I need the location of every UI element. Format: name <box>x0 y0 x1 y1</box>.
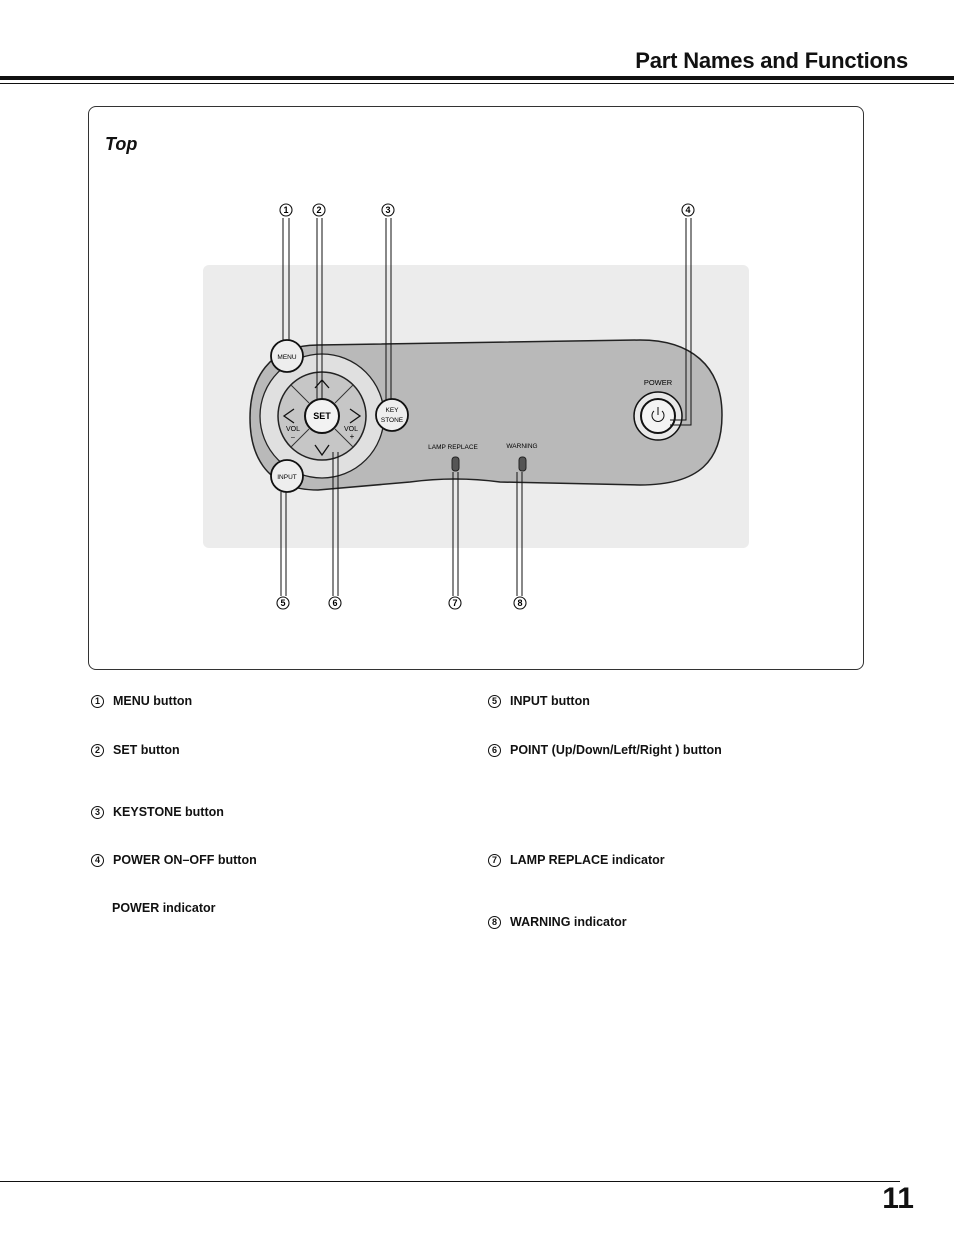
footer-rule <box>0 1181 900 1182</box>
vol-plus-label: + <box>349 432 355 441</box>
power-button <box>641 399 675 433</box>
legend-number: 4 <box>91 854 104 867</box>
keystone-label-line1: KEY <box>385 407 399 414</box>
legend-number: 6 <box>488 744 501 757</box>
vol-right-label: VOL <box>343 426 359 433</box>
legend-number: 1 <box>91 695 104 708</box>
legend-text: POWER ON–OFF button <box>113 853 257 867</box>
legend-number: 3 <box>91 806 104 819</box>
callout-7: 7 <box>452 598 458 608</box>
callout-5: 5 <box>280 598 286 608</box>
power-label: POWER <box>643 378 673 387</box>
legend-text: WARNING indicator <box>510 915 627 929</box>
lamp-replace-indicator <box>452 457 459 471</box>
page-title: Part Names and Functions <box>635 48 908 73</box>
keystone-label-line2: STONE <box>380 417 404 424</box>
legend-text: MENU button <box>113 694 193 708</box>
set-button-label: SET <box>313 411 331 421</box>
lamp-replace-label: LAMP REPLACE <box>428 444 478 451</box>
warning-label: WARNING <box>506 443 538 450</box>
section-label: Top <box>105 134 138 154</box>
legend-item-input <box>488 694 590 708</box>
legend-item-power-indicator <box>112 901 215 915</box>
legend-item-set <box>91 743 180 757</box>
vol-minus-label: – <box>291 434 295 441</box>
legend-number: 2 <box>91 744 104 757</box>
callout-8: 8 <box>517 598 523 608</box>
menu-button-label: MENU <box>277 354 297 361</box>
legend-item-menu <box>91 694 192 708</box>
callout-3: 3 <box>385 205 391 215</box>
callout-6: 6 <box>332 598 338 608</box>
legend-text: INPUT button <box>510 694 590 708</box>
callout-4: 4 <box>685 205 691 215</box>
legend-number: 8 <box>488 916 501 929</box>
legend-item-lamp-replace <box>488 853 665 867</box>
legend-item-warning <box>488 915 627 929</box>
legend-text: LAMP REPLACE indicator <box>510 853 665 867</box>
legend-item-power-button <box>91 853 257 867</box>
callout-2: 2 <box>316 205 322 215</box>
legend-text: POWER indicator <box>112 901 216 915</box>
legend-text: POINT (Up/Down/Left/Right ) button <box>510 743 722 757</box>
legend-item-keystone <box>91 805 224 819</box>
keystone-button <box>376 399 408 431</box>
legend-number: 5 <box>488 695 501 708</box>
callout-1: 1 <box>283 205 289 215</box>
legend-item-point <box>488 743 722 757</box>
input-button-label: INPUT <box>277 474 297 481</box>
legend-text: KEYSTONE button <box>113 805 224 819</box>
vol-left-label: VOL <box>285 426 301 433</box>
warning-indicator <box>519 457 526 471</box>
legend-number: 7 <box>488 854 501 867</box>
legend-text: SET button <box>113 743 180 757</box>
page-number: 11 <box>882 1182 914 1215</box>
